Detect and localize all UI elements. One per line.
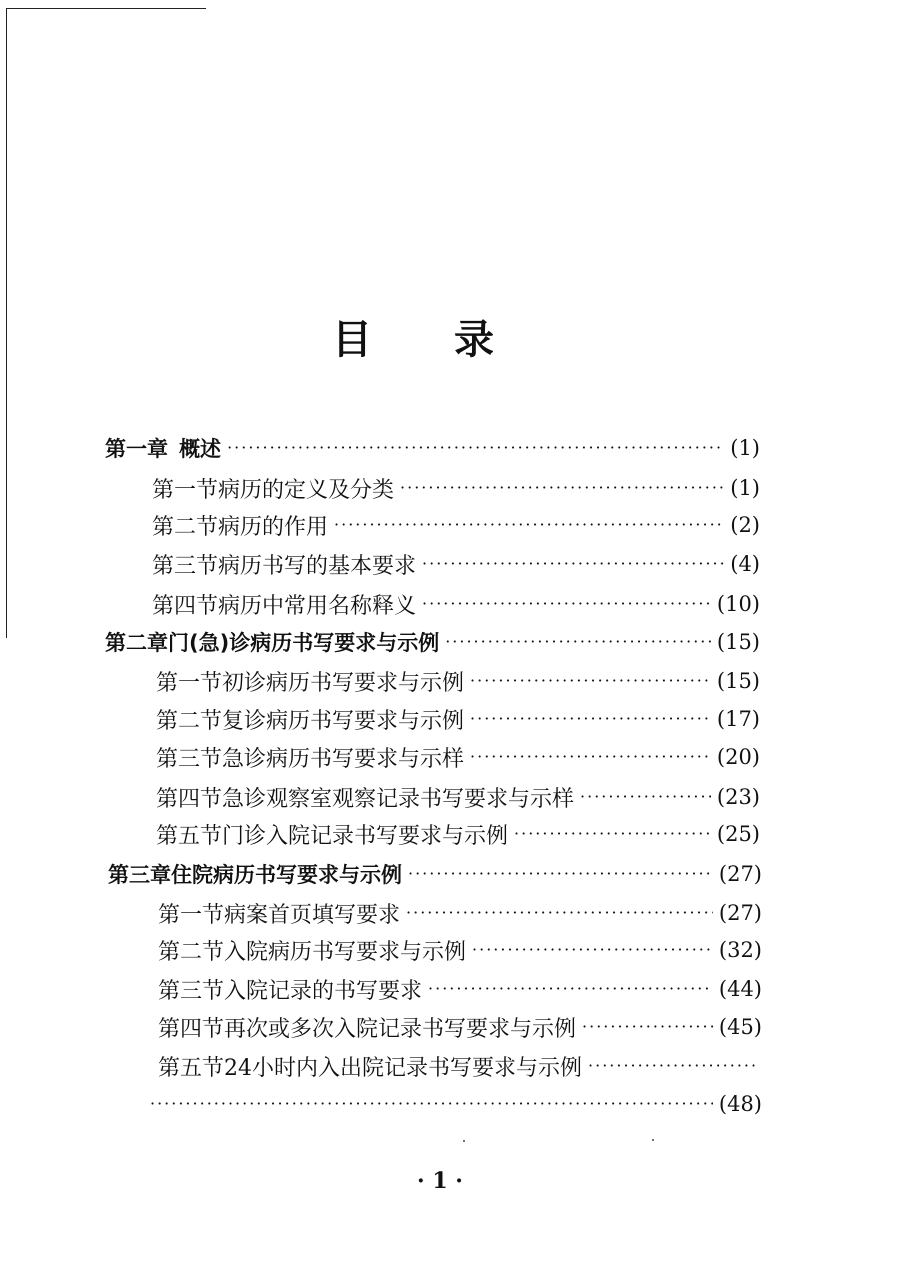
toc-section-number: 第三节 — [152, 553, 219, 579]
toc-section-title: 病历的定义及分类 — [218, 477, 395, 503]
leader-dots — [472, 940, 713, 960]
leader-dots — [422, 594, 711, 614]
leader-dots — [470, 747, 711, 767]
toc-chapter-number: 第一章 — [105, 437, 168, 461]
leader-dots — [400, 478, 724, 498]
toc-chapter-2[interactable] — [105, 625, 760, 659]
toc-section-2-4[interactable] — [156, 780, 760, 814]
toc-page-ref: (15) — [716, 669, 760, 693]
leader-dots — [588, 1056, 756, 1076]
page-title: 目 录 — [332, 317, 528, 363]
toc-section-3-5-continuation[interactable] — [150, 1087, 762, 1121]
toc-section-number: 第三节 — [156, 746, 223, 772]
toc-section-title: 急诊病历书写要求与示样 — [222, 746, 465, 772]
toc-page-ref: (15) — [716, 630, 760, 654]
toc-section-title: 入院病历书写要求与示例 — [224, 939, 467, 965]
toc-section-2-3[interactable] — [156, 740, 760, 774]
toc-section-1-2[interactable] — [152, 508, 760, 542]
leader-dots — [406, 903, 713, 923]
toc-section-title: 门诊入院记录书写要求与示例 — [222, 823, 509, 849]
leader-dots — [514, 824, 711, 844]
toc-page-ref: (4) — [730, 552, 760, 576]
scan-speck — [463, 1140, 465, 1142]
toc-chapter-3[interactable] — [108, 857, 762, 891]
leader-dots — [150, 1094, 713, 1114]
toc-section-2-5[interactable] — [156, 817, 760, 851]
toc-section-3-4[interactable] — [158, 1010, 762, 1044]
toc-section-title: 再次或多次入院记录书写要求与示例 — [224, 1016, 577, 1042]
toc-page-ref: (2) — [730, 513, 760, 537]
toc-section-title: 入院记录的书写要求 — [224, 978, 423, 1004]
toc-section-number: 第四节 — [156, 786, 223, 812]
toc-section-1-3[interactable] — [152, 547, 760, 581]
toc-section-2-2[interactable] — [156, 702, 760, 736]
toc-page-ref: (27) — [718, 901, 762, 925]
toc-section-number: 第二节 — [158, 939, 225, 965]
page-number: · 1 · — [417, 1168, 463, 1194]
toc-page-ref: (20) — [716, 745, 760, 769]
leader-dots — [580, 787, 711, 807]
toc-section-title: 病案首页填写要求 — [224, 902, 401, 928]
toc-section-1-1[interactable] — [152, 471, 760, 505]
leader-dots — [428, 979, 713, 999]
toc-page-ref: (27) — [718, 862, 762, 886]
toc-section-2-1[interactable] — [156, 664, 760, 698]
toc-chapter-title: 门(急)诊病历书写要求与示例 — [168, 631, 440, 655]
leader-dots — [408, 864, 713, 884]
toc-page-ref: (48) — [718, 1092, 762, 1116]
leader-dots — [422, 554, 724, 574]
toc-section-title: 病历的作用 — [218, 514, 329, 540]
toc-section-number: 第五节 — [158, 1055, 225, 1081]
toc-chapter-title: 住院病历书写要求与示例 — [171, 863, 402, 887]
toc-section-number: 第一节 — [152, 477, 219, 503]
toc-page-ref: (23) — [716, 785, 760, 809]
toc-section-number: 第四节 — [158, 1016, 225, 1042]
toc-section-number: 第二节 — [152, 514, 219, 540]
scan-speck — [652, 1139, 654, 1141]
scan-border-top — [6, 8, 206, 9]
toc-section-1-4[interactable] — [152, 587, 760, 621]
toc-chapter-number: 第二章 — [105, 631, 168, 655]
leader-dots — [445, 632, 711, 652]
toc-section-number: 第四节 — [152, 593, 219, 619]
toc-section-title: 复诊病历书写要求与示例 — [222, 708, 465, 734]
leader-dots — [470, 709, 711, 729]
toc-section-title: 病历中常用名称释义 — [218, 593, 417, 619]
toc-page-ref: (45) — [718, 1015, 762, 1039]
toc-page-ref: (25) — [716, 822, 760, 846]
toc-chapter-1[interactable] — [105, 431, 760, 465]
leader-dots — [334, 515, 724, 535]
toc-chapter-number: 第三章 — [108, 863, 171, 887]
toc-section-title: 初诊病历书写要求与示例 — [222, 670, 465, 696]
toc-section-3-2[interactable] — [158, 933, 762, 967]
leader-dots — [227, 438, 724, 458]
toc-page-ref: (32) — [718, 938, 762, 962]
toc-section-title: 急诊观察室观察记录书写要求与示样 — [222, 786, 575, 812]
toc-section-3-1[interactable] — [158, 896, 762, 930]
toc-section-number: 第一节 — [158, 902, 225, 928]
toc-page-ref: (17) — [716, 707, 760, 731]
leader-dots — [470, 671, 711, 691]
toc-section-number: 第一节 — [156, 670, 223, 696]
toc-section-number: 第二节 — [156, 708, 223, 734]
toc-section-title: 病历书写的基本要求 — [218, 553, 417, 579]
toc-section-number: 第三节 — [158, 978, 225, 1004]
toc-page-ref: (10) — [716, 592, 760, 616]
toc-page-ref: (44) — [718, 977, 762, 1001]
toc-section-3-5[interactable] — [158, 1049, 762, 1083]
toc-section-number: 第五节 — [156, 823, 223, 849]
toc-section-title: 24小时内入出院记录书写要求与示例 — [224, 1055, 583, 1081]
toc-chapter-title: 概述 — [179, 437, 222, 461]
toc-page-ref: (1) — [730, 436, 760, 460]
toc-page-ref: (1) — [730, 476, 760, 500]
toc-section-3-3[interactable] — [158, 972, 762, 1006]
leader-dots — [582, 1017, 713, 1037]
